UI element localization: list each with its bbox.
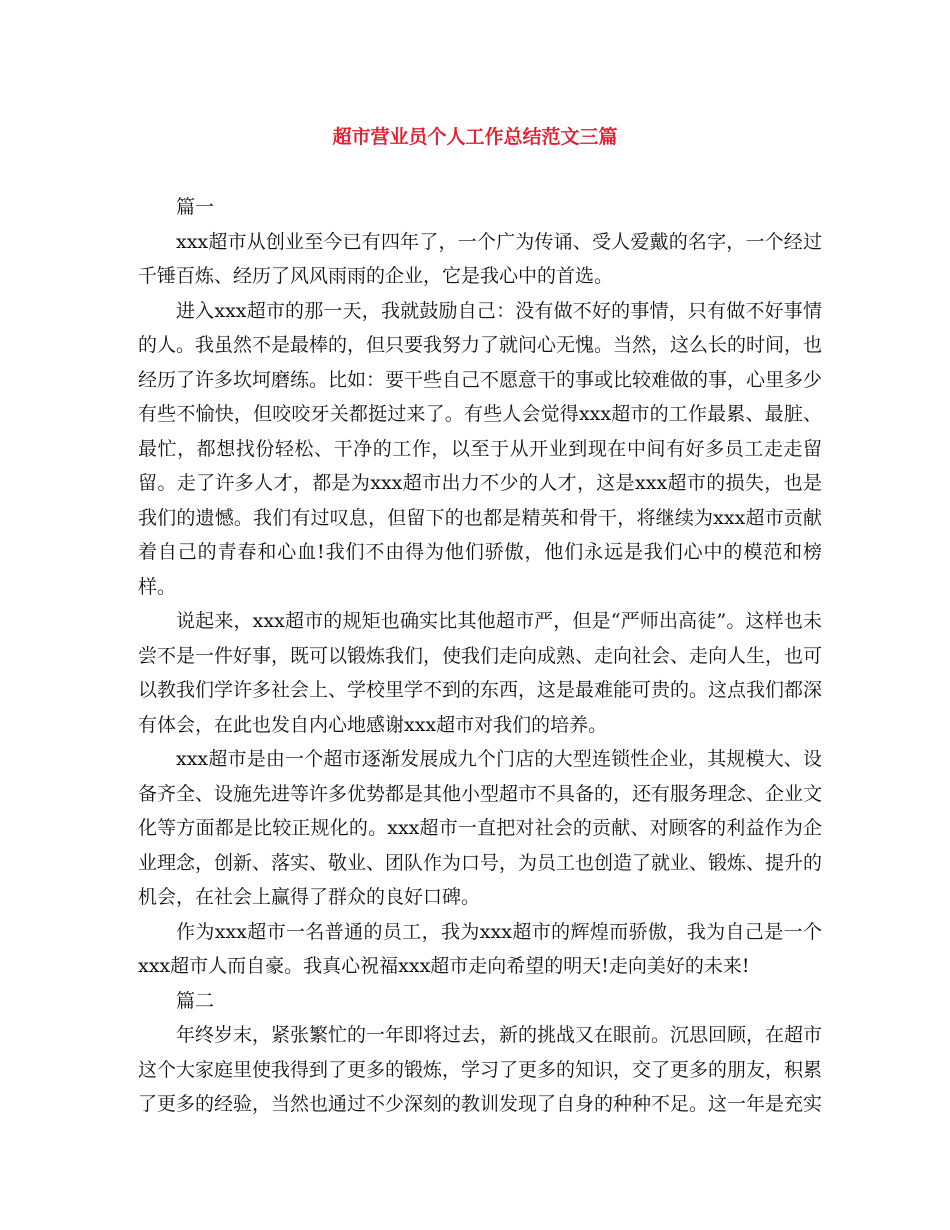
document-title: 超市营业员个人工作总结范文三篇 — [332, 126, 618, 148]
body-paragraph: 作为xxx超市一名普通的员工，我为xxx超市的辉煌而骄傲，我为自己是一个xxx超市人而自豪。我真心祝福xxx超市走向希望的明天!走向美好的未来! — [138, 920, 822, 977]
body-paragraph: 年终岁末，紧张繁忙的一年即将过去，新的挑战又在眼前。沉思回顾，在超市这个大家庭里使我得到了更多的锻炼，学习了更多的知识，交了更多的朋友，积累了更多的经验，当然也通过不少深刻的教训发现了自身的种种不足。这一年是充实 — [138, 1024, 823, 1115]
body-paragraph: 说起来，xxx超市的规矩也确实比其他超市严，但是“严师出高徒”。这样也未尝不是一件好事，既可以锻炼我们，使我们走向成熟、走向社会、走向人生，也可以教我们学许多社会上、学校里学不到的东西，这是最难能可贵的。这点我们都深有体会，在此也发自内心地感谢xxx超市对我们的培养。 — [138, 610, 823, 736]
document-body — [138, 190, 822, 1122]
section-heading: 篇一 — [176, 196, 215, 218]
body-paragraph: 进入xxx超市的那一天，我就鼓励自己：没有做不好的事情，只有做不好事情的人。我虽然不是最棒的，但只要我努力了就问心无愧。当然，这么长的时间，也经历了许多坎坷磨练。比如：要干些自己不愿意干的事或比较难做的事，心里多少有些不愉快，但咬咬牙关都挺过来了。有些人会觉得xxx超市的工作最累、最脏、最忙，都想找份轻松、干净的工作，以至于从开业到现在中间有好多员工走走留留。走了许多人才，都是为xxx超市出力不少的人才，这是xxx超市的损失，也是我们的遗憾。我们有过叹息，但留下的也都是精英和骨干，将继续为xxx超市贡献着自己的青春和心血!我们不由得为他们骄傲，他们永远是我们心中的模范和榜样。 — [138, 299, 823, 598]
body-paragraph: xxx超市从创业至今已有四年了，一个广为传诵、受人爱戴的名字，一个经过千锤百炼、经历了风风雨雨的企业，它是我心中的首选。 — [138, 230, 822, 287]
section-heading: 篇二 — [176, 989, 215, 1012]
body-paragraph: xxx超市是由一个超市逐渐发展成九个门店的大型连锁性企业，其规模大、设备齐全、设施先进等许多优势都是其他小型超市不具备的，还有服务理念、企业文化等方面都是比较正规化的。xxx超市一直把对社会的贡献、对顾客的利益作为企业理念，创新、落实、敬业、团队作为口号，为员工也创造了就业、锻炼、提升的机会，在社会上赢得了群众的良好口碑。 — [138, 748, 823, 908]
